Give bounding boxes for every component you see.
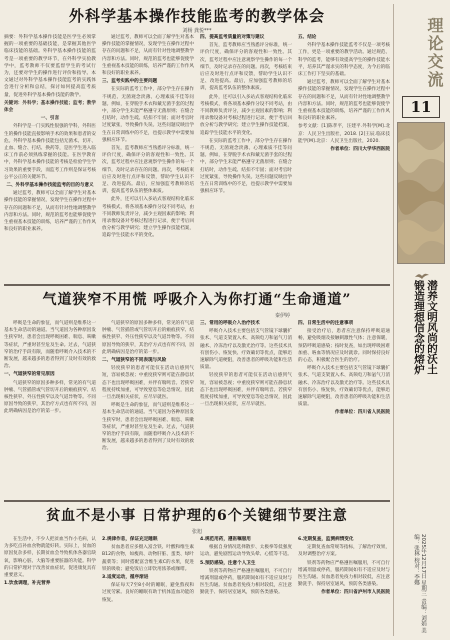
article1-p6: 外科学基本操作技能监考不仅是一项考核工作，更是一项重要的教学活动。通过规范、科学的监考，能够有效提高学生的操作技能水平，培养其严谨求实的科学态度，为今后的临床工作打下坚实的基础。 [298, 43, 390, 78]
article1-columns [4, 34, 390, 280]
article1-abstract: 摘要：外科学基本操作技能是医学生必须掌握的一项重要的基础技能，是掌握其他医学临床技能的基础。外科学基本操作技能的监考是一项重要的教学环节，在外科学实验教学中，监考教师不仅要监督学生的考试行为，还要对学生的操作进行评价和指导。本文通过对外科学基本操作技能监考的实践体会进行分析和总结，探讨如何提高监考质量，促进外科学基本操作技能的教学。 [4, 35, 96, 98]
article3-sub5: 5.预防感染，注意个人卫生 [200, 560, 256, 566]
rail-slogan [402, 280, 438, 378]
article1-sub3: 三、监考实践中的主要问题 [102, 79, 158, 85]
article3-p4: 根据自身情况选择散步、太极拳等低强度运动，避免剧烈运动导致头晕、心慌等不适。 [200, 545, 292, 558]
article2-p1: 呼吸是生命的象征，而气道则是维系这一基本生命活动的通道。当气道因为各种原因发生狭窄时，患者会出现呼吸困难、喘息、咳嗽等症状，严重时甚至危及生命。过去，气道狭窄的治疗手段有限，而随着呼吸介入技术的不断发展，越来越多的患者得到了及时有效的救治。 [4, 321, 96, 370]
article3-p5: 铁剂等药物应严格遵医嘱服用，不可自行增减剂量或停药，服药期间如有不适应及时与医生沟通。贫血患者免疫力相对较低，应注意勤洗手、保持居室通风，预防各类感染。 [200, 568, 292, 596]
article1-keywords: 关键词：外科学；基本操作技能；监考；教学体会 [4, 100, 96, 114]
divider-1 [4, 284, 390, 286]
article1-p5a: 此外，还可以引入多站式客观结构化临床考核模式，将各项基本操作分设不同考站，由不同教师负责评分，减少主观因素的影响；利用录像设备对考核过程进行记录，便于考后回放分析与教学研究；建立学生操作技能档案，追踪学生技能水平的变化。 [102, 197, 194, 239]
article1-p1: 外科学是一门实践性很强的学科，外科医生的操作技能直接影响手术的效果和患者的安危。外科学基本操作技能包括无菌术、切开、止血、缝合、打结、换药等，是医学生进入临床工作前必须熟练掌握的技能。在医学教育中，外科学基本操作技能的考核是检验学生学习效果的重要手段，而监考工作则是保证考核公平公正的关键环节。 [4, 124, 96, 180]
article3-sub2: 2.规律作息，保证充足睡眠 [102, 537, 158, 542]
article2-p3b: 轻度狭窄的患者可能仅在活动后感到气短，容易被忽视；中重度狭窄则可能在静息状态下也出现呼吸困难，并伴有喘鸣音。若狭窄程度持续加重，可导致窒息等危急情况，因此一旦出现相关症状，应尽早就医。 [200, 373, 292, 408]
article2-sub2: 二、气道狭窄的不同表现与风险 [102, 358, 167, 364]
newspaper-main [4, 4, 390, 636]
article2-p5: 接受治疗后，患者应注意保持呼吸道通畅，避免吸烟及接触刺激性气体；注意保暖，预防呼吸道感染；按时复查，如出现呼吸困难加重、咯血等情况应及时就诊。同时保持良好的心态，积极配合医生的治疗。 [298, 329, 390, 364]
article2-p1b: 呼吸是生命的象征，而气道则是维系这一基本生命活动的通道。当气道因为各种原因发生狭窄时，患者会出现呼吸困难、喘息、咳嗽等症状，严重时甚至危及生命。过去，气道狭窄的治疗手段有限，而随着呼吸介入技术的不断发展，越来越多的患者得到了及时有效的救治。 [102, 403, 194, 452]
article3-p5b: 铁剂等药物应严格遵医嘱服用，不可自行增减剂量或停药，服药期间如有不适应及时与医生沟通。贫血患者免疫力相对较低，应注意勤洗手、保持居室通风，预防各类感染。 [298, 560, 390, 588]
article2-p2b: 气道狭窄的原因多种多样，常见的有气道肿瘤、气管插管或气管切开后的瘢痕狭窄、结核性狭窄、外压性狭窄以及气道异物等。不同原因导致的狭窄，其治疗方式也有所不同，因此明确病因是治疗的第一步。 [102, 321, 194, 355]
article2-col-4 [298, 320, 390, 496]
article2-author: 作者单位：四川省人民医院 [334, 410, 390, 416]
article2-col-2 [102, 320, 194, 496]
article1-p3: 在实际的监考工作中，部分学生存在操作不规范、无菌观念淡薄、心理素质不佳等问题。例如，在穿脱手术衣和戴无菌手套的过程中，部分学生未能严格遵守无菌原则；在缝合打结时，动作生疏、结扣不牢固；面对考官时过度紧张，导致操作失误。这些问题反映出学生在日常训练中的不足，也提示教学中需要加强相应环节。 [102, 87, 194, 143]
article3-p1: 在生活中，不少人把贫血当作小毛病，认为多吃点补血食物就能好转。实际上，贫血的原因复杂多样，长期贫血会导致机体各器官缺氧，影响心脏、大脑等重要脏器的功能。科学的日常护理对于改善贫血症状、促进康复具有重要意义。 [4, 537, 96, 579]
article1-byline: 刘杨 龚悦*** [182, 28, 212, 34]
article1-p2b: 通过监考，教师可以全面了解学生对基本操作技能的掌握情况，发现学生在操作过程中存在的问题和不足，从而有针对性地调整教学内容和方法。同时，规范的监考也能够促使学生重视基本技能的训练，培养严谨的工作作风和良好的职业素养。 [102, 35, 194, 77]
bird-icon [414, 266, 430, 276]
article3-p6: 定期复查血常规等指标，了解治疗效果，及时调整治疗方案。 [298, 545, 390, 558]
article1-title: 外科学基本操作技能监考的教学体会 [68, 7, 325, 25]
article1-p4: 首先，监考教师应当熟悉评分标准，统一评价尺度，确保评分的客观性和一致性。其次，监考过程中应注意观察学生操作的每一个细节，及时记录存在的问题。再次，考核结束后应及时进行点评和反馈，帮助学生认识不足、改进提高。最后，应加强监考教师的培训，提高监考队伍的整体素质。 [200, 43, 292, 92]
rail-texture-box [397, 122, 445, 264]
article2-sub4: 四、日常生活中的注意事项 [298, 321, 354, 326]
article3-sub4: 4.规范用药，遵医嘱服用 [200, 537, 251, 542]
article3-p3: 保证每天7至8小时的睡眠，避免熬夜和过度劳累。良好的睡眠有助于机体造血功能的恢复。 [102, 583, 194, 603]
article1-sub4: 四、提高监考质量的对策与建议 [200, 35, 265, 40]
article2-p4: 呼吸介入技术主要包括支气管镜下球囊扩张术、气道支架置入术、高频电刀和氩气刀消融术、冷冻治疗以及激光治疗等。这些技术具有创伤小、恢复快、疗效确切等优点，能够迅速解除气道梗阻，改善患者的呼吸功能和生活质量。 [200, 329, 292, 371]
article1-p2c: 通过监考，教师可以全面了解学生对基本操作技能的掌握情况，发现学生在操作过程中存在的问题和不足，从而有针对性地调整教学内容和方法。同时，规范的监考也能够促使学生重视基本技能的训练，培养严谨的工作作风和良好的职业素养。 [298, 80, 390, 122]
article3-col-2 [102, 536, 194, 636]
article2-col-1 [4, 320, 96, 496]
article1-p4a: 首先，监考教师应当熟悉评分标准，统一评价尺度，确保评分的客观性和一致性。其次，监考过程中应注意观察学生操作的每一个细节，及时记录存在的问题。再次，考核结束后应及时进行点评和反馈，帮助学生认识不足、改进提高。最后，应加强监考教师的培训，提高监考队伍的整体素质。 [102, 146, 194, 195]
article1-sub2: 二、外科学基本操作技能监考的目的与意义 [6, 183, 94, 189]
article2-col-3 [200, 320, 292, 496]
article1-col-1 [4, 34, 96, 280]
article2-sub3: 三、常用的呼吸介入治疗技术 [200, 321, 260, 326]
article3-sub6: 6.定期复查，监测病情变化 [298, 537, 354, 542]
article3-title: 贫血不是小事 日常护理的6个关键细节要注意 [46, 508, 348, 524]
publication-info: 2025年12月17日 星期三 责编：刘娟 美编：张林 校对：李娜 [413, 534, 426, 634]
article3-col-4 [298, 536, 390, 636]
article1-col-4 [298, 34, 390, 280]
article2-title: 气道狭窄不用慌 呼吸介入为你打通“生命通道” [42, 292, 352, 308]
article3-col-3 [200, 536, 292, 636]
article3-sub1: 1.饮食调理，补充营养 [4, 581, 51, 587]
article1-p3b: 在实际的监考工作中，部分学生存在操作不规范、无菌观念淡薄、心理素质不佳等问题。例如，在穿脱手术衣和戴无菌手套的过程中，部分学生未能严格遵守无菌原则；在缝合打结时，动作生疏、结扣不牢固；面对考官时过度紧张，导致操作失误。这些问题反映出学生在日常训练中的不足，也提示教学中需要加强相应环节。 [200, 138, 292, 195]
slogan-line-2: 锻造理想信念的熔炉 [413, 280, 425, 375]
page-number: 11 [402, 96, 440, 118]
texture-image [398, 123, 444, 263]
article1-refs: 参考文献：[1]陈孝平，汪建平.外科学[M].北京：人民卫生出版社，2018. [2]王辰.临床技能学[M].北京：人民卫生出版社，2020. [298, 124, 390, 144]
article3-p2: 贫血患者应多摄入富含铁、叶酸和维生素B12的食物，如瘦肉、动物肝脏、蛋类、绿叶蔬菜等；同时搭配富含维生素C的水果，促进铁的吸收；避免饭后立即饮用浓茶或咖啡。 [102, 545, 194, 572]
article1-col-2 [102, 34, 194, 280]
article1-p5: 此外，还可以引入多站式客观结构化临床考核模式，将各项基本操作分设不同考站，由不同教师负责评分，减少主观因素的影响；利用录像设备对考核过程进行记录，便于考后回放分析与教学研究；建立学生操作技能档案，追踪学生技能水平的变化。 [200, 94, 292, 136]
article1-p2: 通过监考，教师可以全面了解学生对基本操作技能的掌握情况，发现学生在操作过程中存在的问题和不足，从而有针对性地调整教学内容和方法。同时，规范的监考也能够促使学生重视基本技能的训练，培养严谨的工作作风和良好的职业素养。 [4, 191, 96, 233]
article3-col-1 [4, 536, 96, 636]
section-rail [393, 4, 447, 636]
article2-p2: 气道狭窄的原因多种多样，常见的有气道肿瘤、气管插管或气管切开后的瘢痕狭窄、结核性狭窄、外压性狭窄以及气道异物等。不同原因导致的狭窄，其治疗方式也有所不同，因此明确病因是治疗的第一步。 [4, 380, 96, 415]
slogan-line-1: 潜养文明风尚的沃土 [426, 280, 438, 375]
article1-author: 作者单位：四川大学华西医院 [330, 147, 390, 153]
article1-sub5: 五、结论 [298, 35, 317, 40]
article3-columns [4, 536, 390, 636]
divider-2 [4, 500, 390, 502]
article3-byline: 张旭 [191, 529, 202, 535]
article1-col-3 [200, 34, 292, 280]
article2-byline: 秦伊婷 [274, 313, 290, 319]
article2-columns [4, 320, 390, 496]
article2-sub1: 一、气道狭窄的常见原因 [4, 372, 55, 378]
article3-author: 作者单位：四川省泸州市人民医院 [321, 590, 390, 596]
article3-sub3: 3.适度运动，循序渐进 [102, 575, 149, 581]
article2-p4b: 呼吸介入技术主要包括支气管镜下球囊扩张术、气道支架置入术、高频电刀和氩气刀消融术、冷冻治疗以及激光治疗等。这些技术具有创伤小、恢复快、疗效确切等优点，能够迅速解除气道梗阻，改善患者的呼吸功能和生活质量。 [298, 366, 390, 408]
section-title: 理论交流 [425, 17, 444, 89]
article1-sub1: 一、引言 [40, 116, 60, 122]
article2-p3: 轻度狭窄的患者可能仅在活动后感到气短，容易被忽视；中重度狭窄则可能在静息状态下也出现呼吸困难，并伴有喘鸣音。若狭窄程度持续加重，可导致窒息等危急情况，因此一旦出现相关症状，应尽早就医。 [102, 366, 194, 401]
